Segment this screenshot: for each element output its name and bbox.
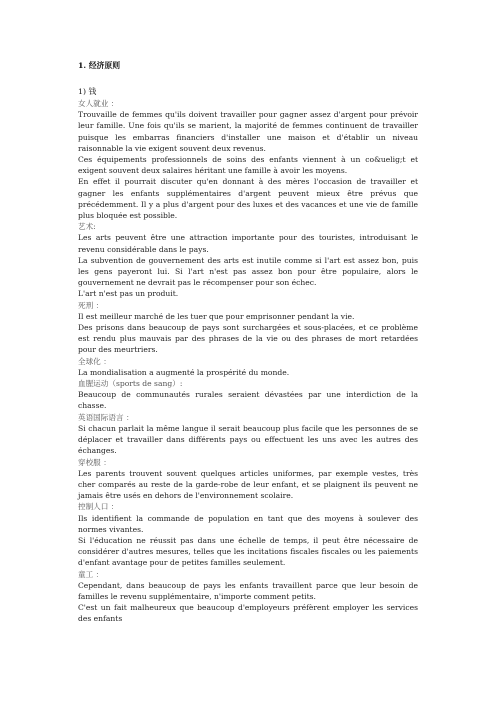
topic-label: 穿校服 ：: [78, 457, 111, 467]
paragraph: Ces équipements professionnels de soins des enfants viennent à un co&uelig;t et exigent souvent deux salaires héritant une famille à avoir les moyens.: [78, 155, 418, 176]
paragraph: Les parents trouvent souvent quelques articles uniformes, par exemple vestes, très cher comparés au reste de la garde-robe de leur enfant, et se plaignent ils peuvent ne jamais être usés en dehors de l'environnement scolaire.: [78, 468, 418, 501]
paragraph: Si l'éducation ne réussit pas dans une échelle de temps, il peut être nécessaire de considérer d'autres mesures, telles que les incitations fiscales fiscales ou les paiements d'enfant avantage pour de petites familles seulement.: [78, 535, 418, 568]
topic-label: 血腥运动（sports de sang）:: [78, 379, 183, 389]
subsection-heading: 1) 钱: [78, 87, 97, 96]
topic-label: 女人就业 ：: [78, 99, 119, 108]
paragraph: C'est un fait malheureux que beaucoup d'employeurs préfèrent employer les services des enfants: [78, 603, 418, 624]
topic-label: 英语国际语言 ：: [78, 412, 134, 422]
paragraph: Trouvaille de femmes qu'ils doivent travailler pour gagner assez d'argent pour prévoir leur famille. Une fois qu'ils se marient, la majorité de femmes continuent de travailler puisque les embarras financiers d'installer une maison et d'établir un niveau raisonnable la vie exigent souvent deux revenus.: [78, 110, 418, 153]
paragraph: Beaucoup de communautés rurales seraient dévastées par une interdiction de la chasse.: [78, 390, 418, 411]
topic-label: 全球化 ：: [78, 356, 111, 366]
topic-label: 艺术:: [78, 222, 96, 232]
paragraph: La mondialisation a augmenté la prospérité du monde.: [78, 367, 290, 377]
paragraph: L'art n'est pas un produit.: [78, 289, 179, 299]
topic-label: 死刑 ：: [78, 300, 104, 310]
paragraph: Cependant, dans beaucoup de pays les enfants travaillent parce que leur besoin de familles le revenu supplémentaire, n'importe comment petits.: [78, 580, 418, 601]
paragraph: Si chacun parlait la même langue il serait beaucoup plus facile que les personnes de se déplacer et travailler dans différents pays ou effectuent les uns avec les autres des échanges.: [78, 423, 418, 456]
paragraph: En effet il pourrait discuter qu'en donnant à des mères l'occasion de travailler et gagner les enfants supplémentaires d'argent peuvent mieux être prévus que précédemment. Il y a plus d'argent pour des luxes et des vacances et une vie de famille plus bloquée est possible.: [78, 177, 418, 221]
paragraph: Les arts peuvent être une attraction importante pour des touristes, introduisant le revenu considérable dans le pays.: [78, 233, 418, 254]
topic-label: 控制人口 ：: [78, 502, 119, 512]
paragraph: Des prisons dans beaucoup de pays sont surchargées et sous-placées, et ce problème est rendu plus mauvais par des phrases de la vie ou des phrases de mort retardées pour des meurtriers.: [78, 323, 418, 355]
paragraph: Ils identifient la commande de population en tant que des moyens à soulever des normes vivantes.: [78, 513, 418, 534]
paragraph: Il est meilleur marché de les tuer que pour emprisonner pendant la vie.: [78, 311, 355, 321]
topic-label: 童工 ：: [78, 569, 104, 579]
document-body: [78, 98, 418, 625]
section-heading: 1. 经济原则: [78, 61, 121, 70]
paragraph: La subvention de gouvernement des arts est inutile comme si l'art est assez bon, puis les gens payeront lui. Si l'art n'est pas assez bon pour être populaire, alors le gouvernement ne devrait pas le récompenser pour son échec.: [78, 255, 418, 288]
